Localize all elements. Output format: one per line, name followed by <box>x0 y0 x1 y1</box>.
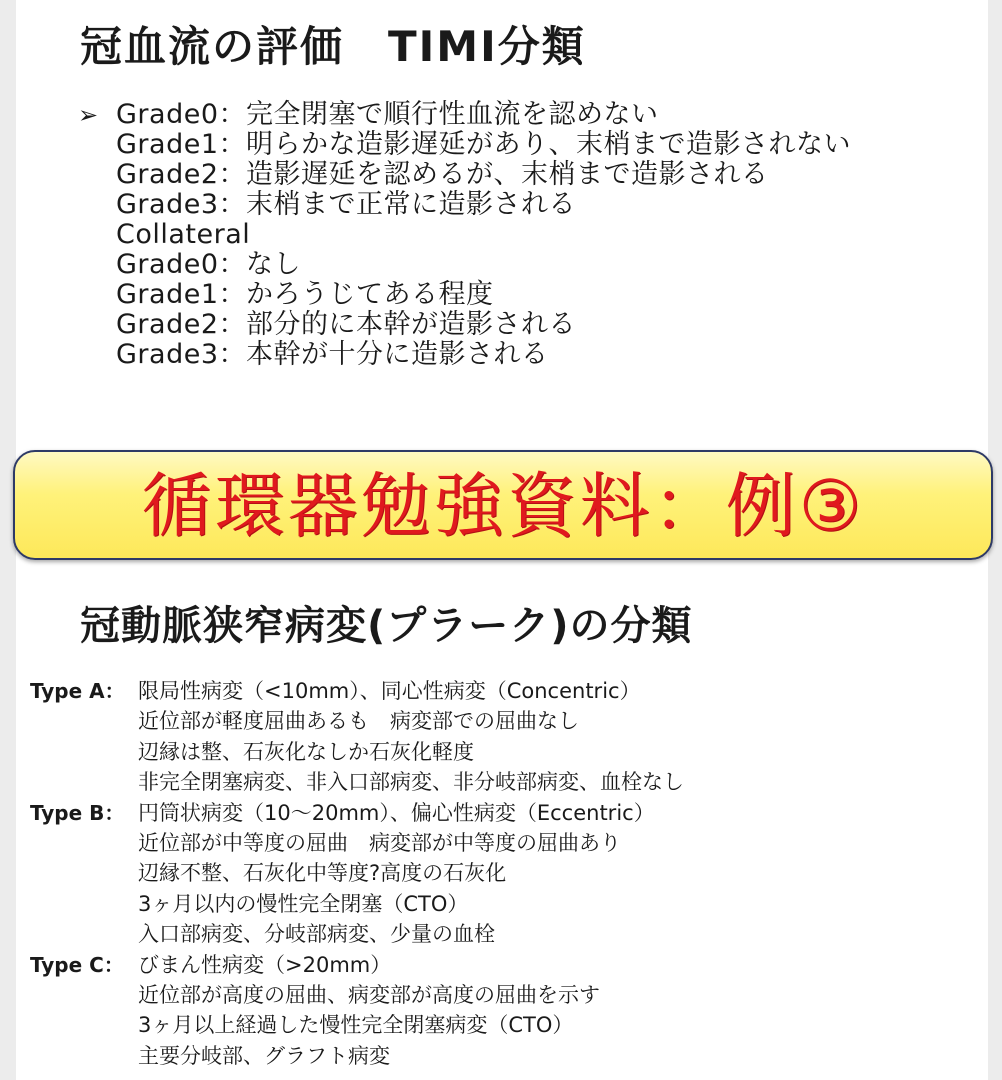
type-row <box>30 737 980 767</box>
type-row <box>30 1041 980 1071</box>
timi-slide <box>16 0 988 448</box>
type-row <box>30 1010 980 1040</box>
type-text: 辺縁不整、石灰化中等度?高度の石灰化 <box>138 861 507 886</box>
grade-item <box>78 100 898 130</box>
grade-text: Grade3：本幹が十分に造影される <box>116 339 549 370</box>
type-row <box>30 798 980 828</box>
type-label: Type C： <box>30 952 124 977</box>
type-label <box>30 767 138 797</box>
type-text: 入口部病変、分岐部病変、少量の血栓 <box>138 922 495 947</box>
type-text: 辺縁は整、石灰化なしか石灰化軽度 <box>138 739 474 764</box>
type-label <box>30 889 138 919</box>
grade-text: Grade0：完全閉塞で順行性血流を認めない <box>116 99 659 130</box>
type-label <box>30 858 138 888</box>
type-row <box>30 858 980 888</box>
grade-text: Grade2：部分的に本幹が造影される <box>116 309 576 340</box>
grade-text: Collateral <box>116 219 251 250</box>
type-label <box>30 737 138 767</box>
type-label <box>30 1041 138 1071</box>
type-row <box>30 767 980 797</box>
grade-item <box>78 130 898 160</box>
grade-item <box>78 340 898 370</box>
type-row <box>30 919 980 949</box>
type-label <box>30 828 138 858</box>
type-text: 主要分岐部、グラフト病変 <box>138 1043 390 1068</box>
plaque-type-list <box>30 676 980 1071</box>
study-material-banner <box>13 450 993 560</box>
type-text: 近位部が中等度の屈曲 病変部が中等度の屈曲あり <box>138 831 621 856</box>
type-text: びまん性病変（>20mm） <box>138 952 392 977</box>
type-row <box>30 889 980 919</box>
type-row <box>30 980 980 1010</box>
grade-text: Grade3：末梢まで正常に造影される <box>116 189 576 220</box>
type-label <box>30 706 138 736</box>
type-text: 非完全閉塞病変、非入口部病変、非分岐部病変、血栓なし <box>138 770 684 795</box>
type-label: Type A： <box>30 679 125 703</box>
grade-text: Grade1：かろうじてある程度 <box>116 279 494 310</box>
type-text: 限局性病変（<10mm）、同心性病変（Concentric） <box>138 679 641 703</box>
timi-grade-list <box>78 100 898 370</box>
type-row <box>30 706 980 736</box>
timi-slide-title: 冠血流の評価 TIMI分類 <box>80 22 586 71</box>
type-label <box>30 919 138 949</box>
grade-item <box>78 250 898 280</box>
type-text: 3ヶ月以内の慢性完全閉塞（CTO） <box>138 891 469 916</box>
type-text: 3ヶ月以上経過した慢性完全閉塞病変（CTO） <box>138 1013 574 1038</box>
type-label: Type B： <box>30 800 125 825</box>
grade-text: Grade2：造影遅延を認めるが、末梢まで造影される <box>116 159 769 190</box>
grade-item <box>78 280 898 310</box>
type-row <box>30 950 980 980</box>
grade-item <box>78 310 898 340</box>
grade-text: Grade1：明らかな造影遅延があり、末梢まで造影されない <box>116 129 851 160</box>
type-text: 近位部が高度の屈曲、病変部が高度の屈曲を示す <box>138 983 600 1008</box>
grade-text: Grade0：なし <box>116 249 301 280</box>
type-text: 近位部が軽度屈曲あるも 病変部での屈曲なし <box>138 709 579 734</box>
type-label <box>30 980 138 1010</box>
type-text: 円筒状病変（10〜20mm）、偏心性病変（Eccentric） <box>138 800 655 825</box>
grade-item <box>78 160 898 190</box>
arrow-bullet-icon: ➢ <box>78 101 99 129</box>
banner-text: 循環器勉強資料：例③ <box>141 465 865 547</box>
type-row <box>30 828 980 858</box>
plaque-slide-title: 冠動脈狭窄病変(プラーク)の分類 <box>80 603 693 649</box>
type-row <box>30 676 980 706</box>
type-label <box>30 1010 138 1040</box>
collateral-heading <box>78 220 898 250</box>
grade-item <box>78 190 898 220</box>
